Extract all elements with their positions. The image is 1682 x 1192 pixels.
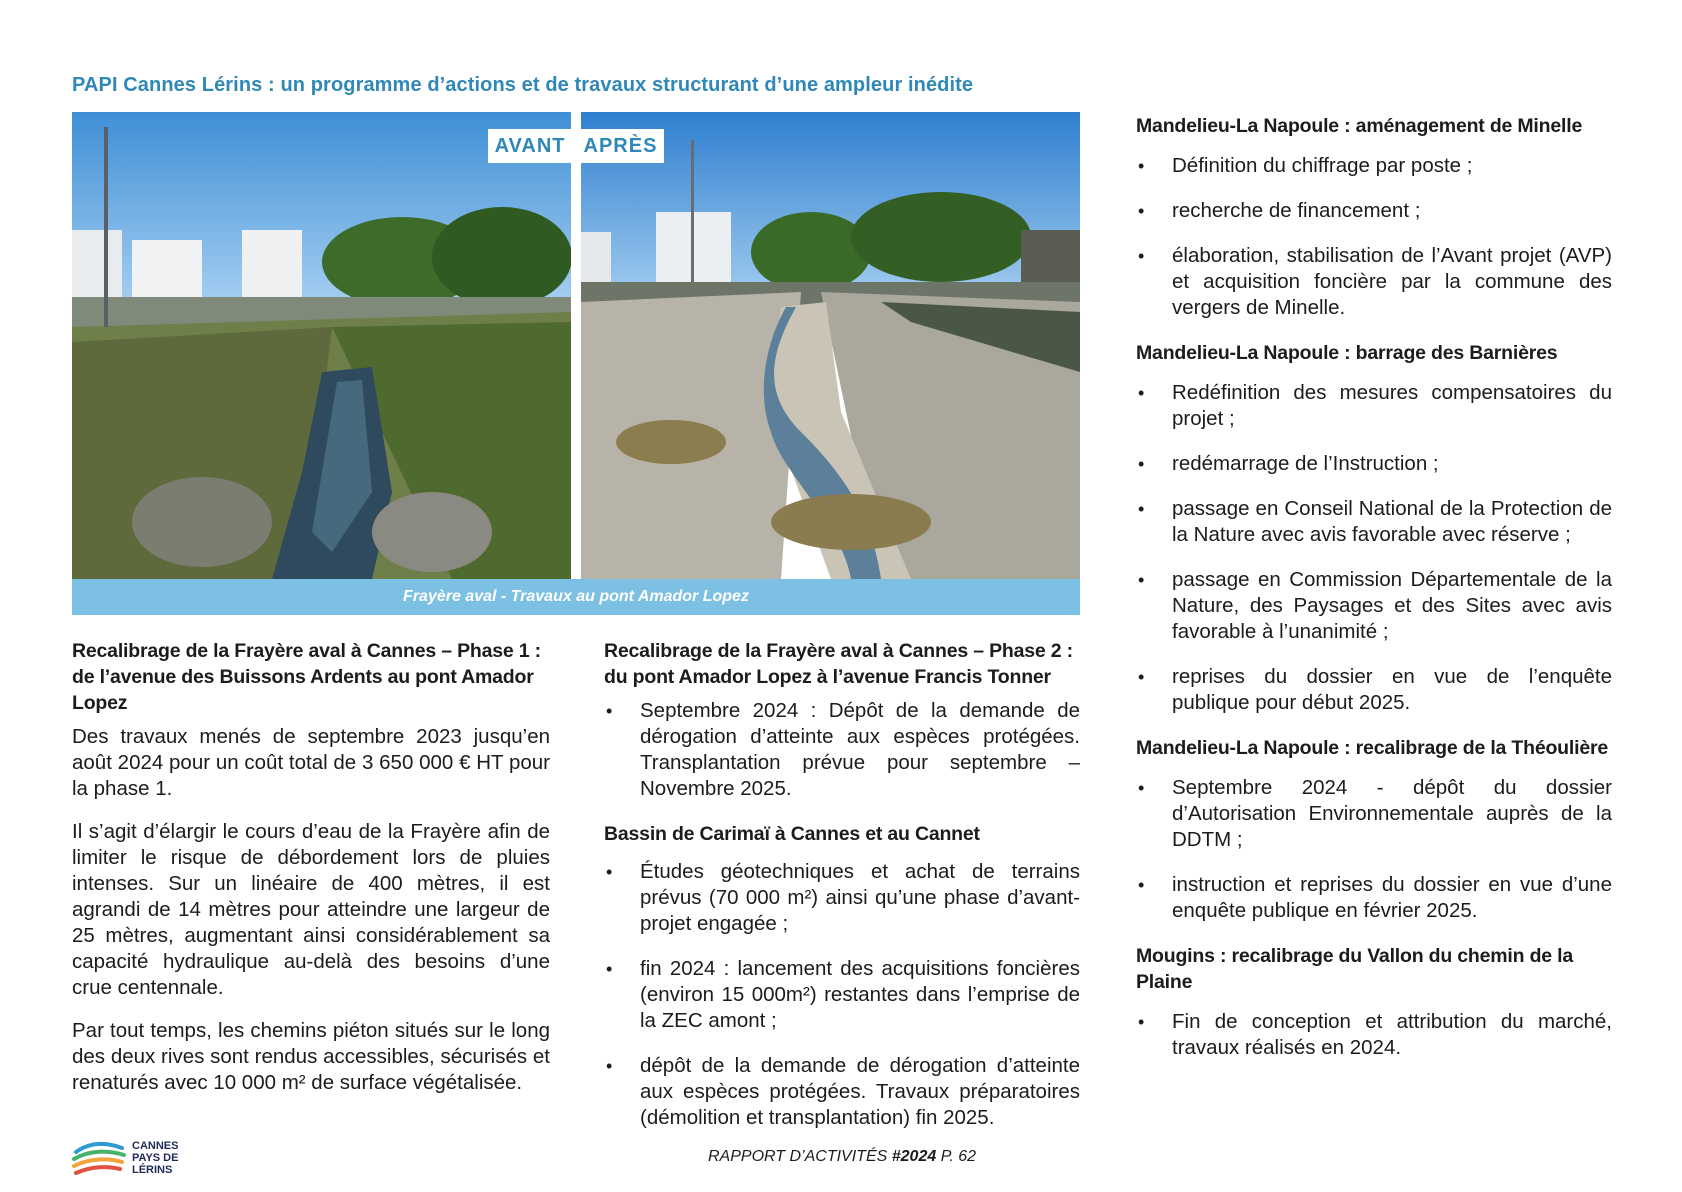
minelle-list: [1136, 153, 1612, 321]
phase1-heading: Recalibrage de la Frayère aval à Cannes – Phase 1 : de l’avenue des Buissons Ardents au pont Amador Lopez: [72, 640, 541, 714]
list-item: • Redéfinition des mesures compensatoires du projet ;: [1136, 380, 1612, 432]
list-item: • reprises du dossier en vue de l’enquête publique pour début 2025.: [1136, 664, 1612, 716]
minelle-heading: Mandelieu-La Napoule : aménagement de Minelle: [1136, 115, 1583, 137]
list-item: • Fin de conception et attribution du marché, travaux réalisés en 2024.: [1136, 1009, 1612, 1061]
barnieres-heading: Mandelieu-La Napoule : barrage des Barnières: [1136, 342, 1558, 364]
carimai-list: [604, 859, 1080, 1131]
mougins-heading: Mougins : recalibrage du Vallon du chemin de la Plaine: [1136, 945, 1574, 993]
list-item: • instruction et reprises du dossier en vue d’une enquête publique en février 2025.: [1136, 872, 1612, 924]
phase1-paragraph: Par tout temps, les chemins piéton situés sur le long des deux rives sont rendus accessibles, sécurisés et renaturés avec 10 000 m² de surface végétalisée.: [72, 1019, 550, 1094]
list-item: • dépôt de la demande de dérogation d’atteinte aux espèces protégées. Travaux préparatoires (démolition et transplantation) fin 2025.: [604, 1053, 1080, 1131]
page-title: PAPI Cannes Lérins : un programme d’actions et de travaux structurant d’une ampleur inédite: [72, 74, 974, 96]
before-after-label: [488, 129, 664, 163]
mougins-list: [1136, 1009, 1612, 1061]
before-after-photo: [72, 112, 1080, 615]
column-left: [72, 638, 550, 1113]
photo-caption: Frayère aval - Travaux au pont Amador Lopez: [403, 588, 749, 605]
photo-before: [72, 112, 571, 579]
phase1-paragraph: Il s’agit d’élargir le cours d’eau de la Frayère afin de limiter le risque de débordement lors de pluies intenses. Sur un linéaire de 400 mètres, il est agrandi de 14 mètres pour atteindre une largeur de 25 mètres, augmentant ainsi considérablement sa capacité hydraulique au-delà des besoins d’une crue centennale.: [72, 820, 550, 999]
list-item: • fin 2024 : lancement des acquisitions foncières (environ 15 000m²) restantes dans l’emprise de la ZEC amont ;: [604, 956, 1080, 1034]
list-item: • Définition du chiffrage par poste ;: [1136, 153, 1612, 179]
theouliere-heading: Mandelieu-La Napoule : recalibrage de la Théoulière: [1136, 737, 1609, 759]
wave-logo-icon: [72, 1138, 128, 1178]
theouliere-list: [1136, 775, 1612, 924]
list-item: • élaboration, stabilisation de l’Avant projet (AVP) et acquisition foncière par la commune des vergers de Minelle.: [1136, 243, 1612, 321]
phase2-heading: Recalibrage de la Frayère aval à Cannes – Phase 2 : du pont Amador Lopez à l’avenue Francis Tonner: [604, 640, 1073, 688]
logo-line: LÉRINS: [132, 1164, 173, 1176]
report-label: RAPPORT D’ACTIVITÉS: [708, 1148, 888, 1165]
list-item: • passage en Conseil National de la Protection de la Nature avec avis favorable avec réserve ;: [1136, 496, 1612, 548]
list-item: • passage en Commission Départementale de la Nature, des Paysages et des Sites avec avis favorable à l’unanimité ;: [1136, 567, 1612, 645]
report-number: #2024: [891, 1148, 937, 1165]
list-item: • Études géotechniques et achat de terrains prévus (70 000 m²) ainsi qu’une phase d’avant-projet engagée ;: [604, 859, 1080, 937]
logo-line: CANNES: [132, 1140, 179, 1152]
column-right: [1136, 113, 1612, 1080]
list-item: • Septembre 2024 - dépôt du dossier d’Autorisation Environnementale auprès de la DDTM ;: [1136, 775, 1612, 853]
list-item: • recherche de financement ;: [1136, 198, 1612, 224]
photo-caption-bar: [72, 579, 1080, 615]
logo-line: PAYS DE: [132, 1152, 179, 1164]
after-label: APRÈS: [583, 134, 658, 157]
photo-divider: [571, 112, 581, 579]
list-item: • redémarrage de l’Instruction ;: [1136, 451, 1612, 477]
barnieres-list: [1136, 380, 1612, 716]
list-item: • Septembre 2024 : Dépôt de la demande de dérogation d’atteinte aux espèces protégées. Transplantation prévue pour septembre – Novembre 2025.: [604, 698, 1080, 802]
carimai-heading: Bassin de Carimaï à Cannes et au Cannet: [604, 823, 980, 845]
phase2-list: [604, 698, 1080, 802]
cannes-pays-de-lerins-logo: [72, 1138, 192, 1178]
phase1-paragraph: Des travaux menés de septembre 2023 jusqu’en août 2024 pour un coût total de 3 650 000 € HT pour la phase 1.: [72, 725, 550, 800]
column-middle: [604, 638, 1080, 1150]
before-label: AVANT: [494, 134, 566, 157]
page-number: P. 62: [940, 1148, 976, 1165]
page-footer: [708, 1148, 976, 1166]
photo-after: [581, 112, 1080, 579]
logo-text: [132, 1140, 178, 1176]
